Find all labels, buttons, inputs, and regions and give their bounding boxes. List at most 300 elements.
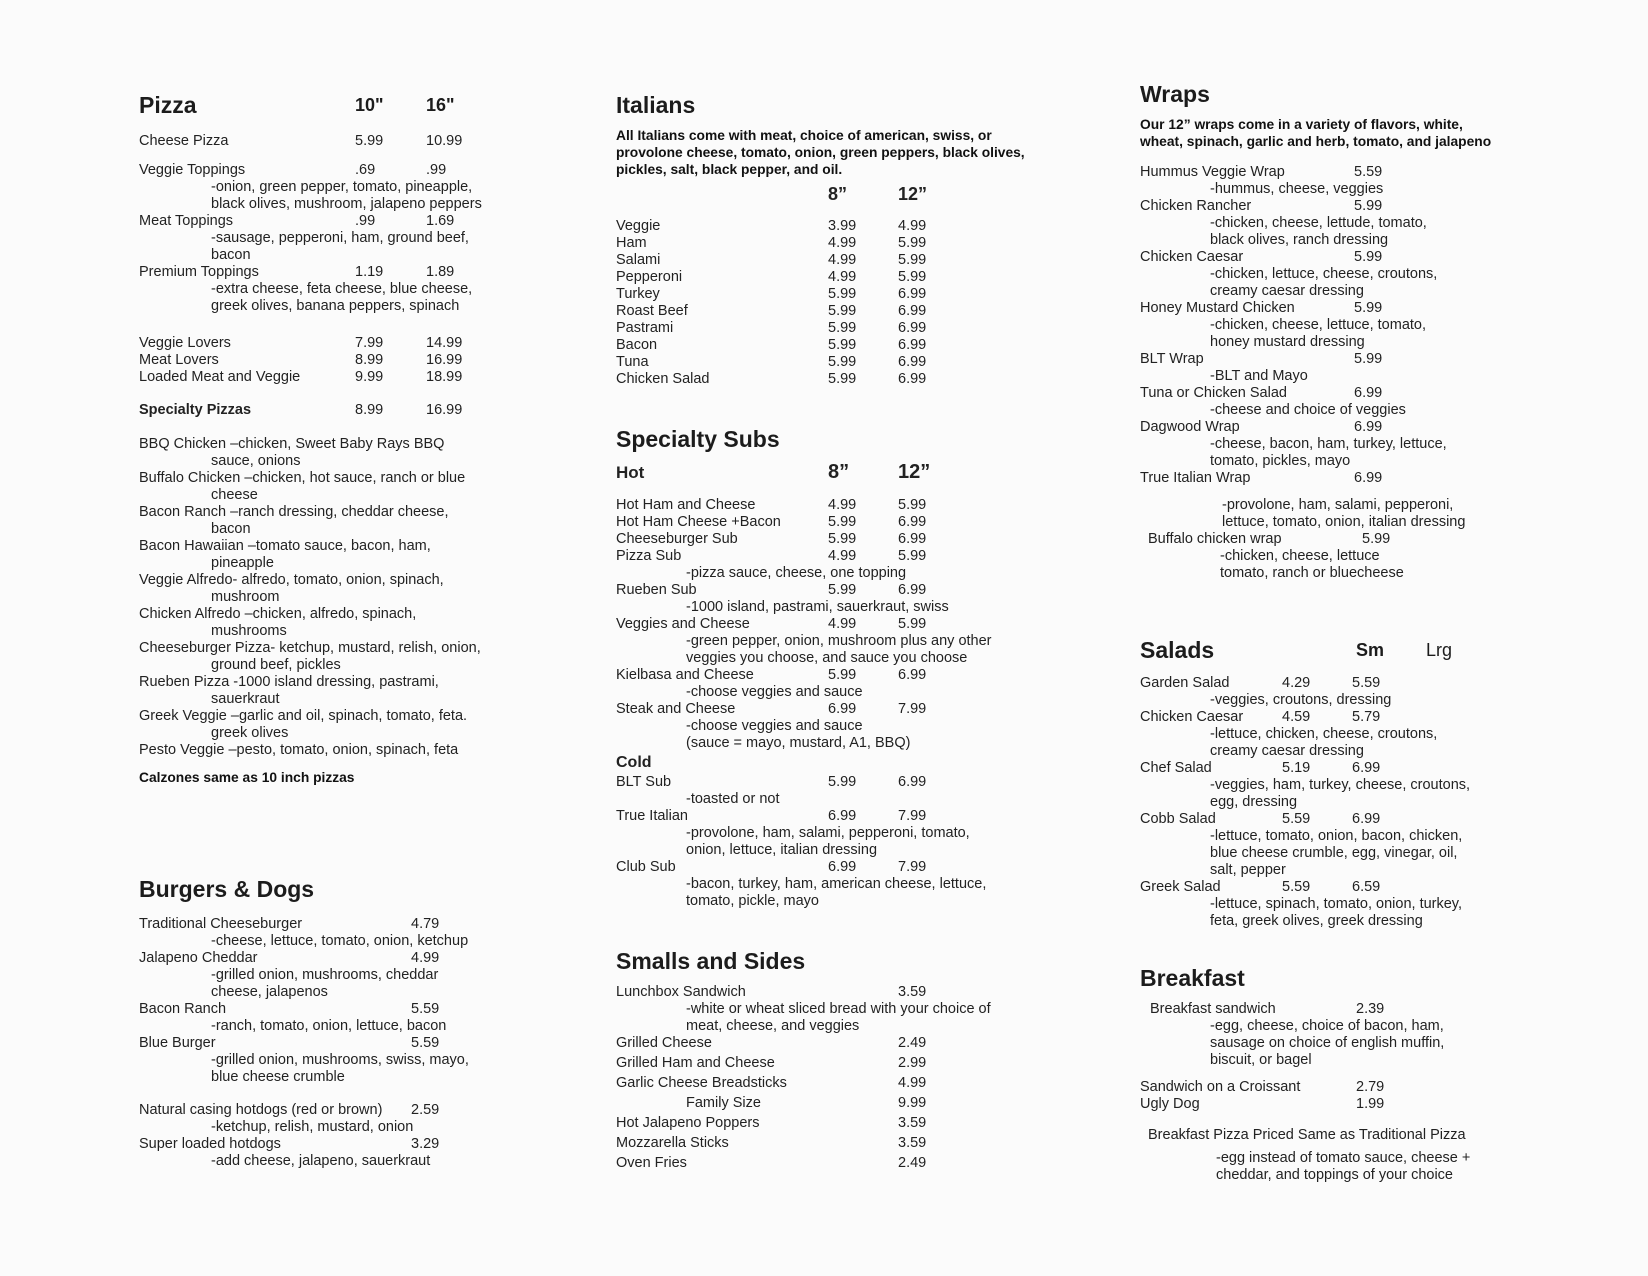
price-large: 10.99 xyxy=(426,133,463,149)
menu-item xyxy=(616,514,1036,531)
desc-line: -grilled onion, mushrooms, cheddar xyxy=(211,967,439,983)
price-small: 6.99 xyxy=(828,808,857,824)
item-name: Hummus Veggie Wrap xyxy=(1140,164,1285,180)
item-desc xyxy=(1140,317,1540,351)
price-small: 7.99 xyxy=(355,335,384,351)
menu-item xyxy=(1150,1001,1540,1018)
size-label: 16" xyxy=(426,95,455,115)
price-small: 5.99 xyxy=(828,354,857,370)
desc-line: -cheese, bacon, ham, turkey, lettuce, xyxy=(1210,436,1447,452)
price-small: 4.99 xyxy=(828,235,857,251)
specialty-pizza-line: bacon xyxy=(211,521,251,537)
section-title: Wraps xyxy=(1140,81,1210,107)
item-name: Specialty Pizzas xyxy=(139,402,252,418)
desc-line: black olives, mushroom, jalapeno peppers xyxy=(211,196,482,212)
desc-line: meat, cheese, and veggies xyxy=(686,1018,860,1034)
item-name: Chicken Caesar xyxy=(1140,249,1244,265)
price-large: 1.69 xyxy=(426,213,455,229)
desc-line: -lettuce, chicken, cheese, croutons, xyxy=(1210,726,1438,742)
item-price: 5.59 xyxy=(411,1001,440,1017)
subs-header xyxy=(616,426,1036,452)
price-small: 1.19 xyxy=(355,264,384,280)
item-name: Breakfast sandwich xyxy=(1150,1001,1276,1017)
item-desc xyxy=(139,933,539,950)
specialty-pizza-line: Rueben Pizza -1000 island dressing, pastrami, xyxy=(139,674,439,690)
italians-header xyxy=(616,92,1036,118)
item-price: 5.99 xyxy=(1354,249,1383,265)
size-label: 10" xyxy=(355,95,384,115)
price-large: 6.99 xyxy=(1352,811,1381,827)
menu-item xyxy=(1140,385,1540,402)
item-name: Veggie Toppings xyxy=(139,162,246,178)
menu-item xyxy=(616,371,1036,388)
price-small: 4.99 xyxy=(828,548,857,564)
item-price: 3.59 xyxy=(898,984,927,1000)
specialty-pizza-line: Pesto Veggie –pesto, tomato, onion, spinach, feta xyxy=(139,742,459,758)
desc-line: creamy caesar dressing xyxy=(1210,283,1364,299)
desc-line: feta, greek olives, greek dressing xyxy=(1210,913,1423,929)
menu-item xyxy=(1140,709,1540,726)
price-small: 9.99 xyxy=(355,369,384,385)
desc-line: -provolone, ham, salami, pepperoni, tomato, xyxy=(686,825,970,841)
specialty-pizza xyxy=(139,572,539,606)
item-desc xyxy=(139,281,539,315)
breakfast-section xyxy=(1140,965,1540,1184)
true-italian-desc xyxy=(1140,497,1540,531)
specialty-pizza-line: pineapple xyxy=(211,555,274,571)
desc-line: -choose veggies and sauce xyxy=(686,684,863,700)
breakfast-pizza-note: Breakfast Pizza Priced Same as Traditional Pizza xyxy=(1148,1127,1466,1143)
section-title: Pizza xyxy=(139,92,197,118)
price-small: 5.99 xyxy=(355,133,384,149)
size-label: 12” xyxy=(898,184,928,204)
item-name: Roast Beef xyxy=(616,303,688,319)
desc-line: -sausage, pepperoni, ham, ground beef, xyxy=(211,230,469,246)
breakfast-header xyxy=(1140,965,1540,991)
desc-line: veggies you choose, and sauce you choose xyxy=(686,650,968,666)
pizza-header xyxy=(139,92,539,118)
item-name: Garden Salad xyxy=(1140,675,1230,691)
desc-line: -grilled onion, mushrooms, swiss, mayo, xyxy=(211,1052,469,1068)
item-name: Dagwood Wrap xyxy=(1140,419,1240,435)
desc-line: -ketchup, relish, mustard, onion xyxy=(211,1119,414,1135)
price-large: 5.99 xyxy=(898,235,927,251)
item-name: Rueben Sub xyxy=(616,582,697,598)
italians-note: All Italians come with meat, choice of american, swiss, or provolone cheese, tomato, onion, green peppers, black olives, pickles, salt, black pepper, and oil. xyxy=(616,128,1025,177)
desc-line: blue cheese crumble xyxy=(211,1069,345,1085)
item-name: Tuna or Chicken Salad xyxy=(1140,385,1287,401)
item-desc xyxy=(139,1119,539,1136)
item-price: 4.99 xyxy=(411,950,440,966)
price-large: 6.99 xyxy=(898,582,927,598)
price-small: 4.99 xyxy=(828,269,857,285)
item-desc xyxy=(139,1153,539,1170)
item-name: Lunchbox Sandwich xyxy=(616,984,746,1000)
menu-item xyxy=(616,531,1036,548)
item-name: Bacon xyxy=(616,337,658,353)
hot-label: Hot xyxy=(616,463,645,482)
item-price: 3.29 xyxy=(411,1136,440,1152)
price-large: 1.89 xyxy=(426,264,455,280)
price-small: 4.99 xyxy=(828,252,857,268)
item-price: 2.49 xyxy=(898,1155,927,1171)
item-name: Hot Ham and Cheese xyxy=(616,497,756,513)
desc-line: -chicken, cheese, lettuce xyxy=(1220,548,1380,564)
item-desc xyxy=(1140,181,1540,198)
menu-item xyxy=(616,354,1036,371)
desc-line: bacon xyxy=(211,247,251,263)
desc-line: -hummus, cheese, veggies xyxy=(1210,181,1384,197)
smalls-header xyxy=(616,948,1036,974)
price-small: 5.99 xyxy=(828,303,857,319)
item-name: Hot Jalapeno Poppers xyxy=(616,1115,760,1131)
item-name: Kielbasa and Cheese xyxy=(616,667,754,683)
item-desc xyxy=(1140,828,1540,879)
menu-item xyxy=(616,235,1036,252)
price-large: 16.99 xyxy=(426,402,463,418)
size-label: Sm xyxy=(1356,640,1385,660)
desc-line: honey mustard dressing xyxy=(1210,334,1365,350)
item-desc xyxy=(1140,436,1540,470)
price-small: .99 xyxy=(355,213,376,229)
desc-line: (sauce = mayo, mustard, A1, BBQ) xyxy=(686,735,911,751)
desc-line: blue cheese crumble, egg, vinegar, oil, xyxy=(1210,845,1458,861)
wraps-header xyxy=(1140,81,1540,107)
price-large: 6.99 xyxy=(898,514,927,530)
desc-line: -lettuce, tomato, onion, bacon, chicken, xyxy=(1210,828,1463,844)
menu-item xyxy=(616,1035,1036,1055)
menu-item xyxy=(616,1075,1036,1095)
menu-item xyxy=(139,1136,539,1153)
item-name: Buffalo chicken wrap xyxy=(1148,531,1282,547)
item-desc xyxy=(139,1018,539,1035)
desc-line: cheese, jalapenos xyxy=(211,984,328,1000)
price-large: 6.99 xyxy=(898,337,927,353)
salads-header xyxy=(1140,637,1540,663)
price-large: 6.99 xyxy=(898,774,927,790)
desc-line: -pizza sauce, cheese, one topping xyxy=(686,565,907,581)
desc-line: tomato, pickle, mayo xyxy=(686,893,819,909)
menu-item xyxy=(616,269,1036,286)
item-name: Ugly Dog xyxy=(1140,1096,1200,1112)
desc-line: creamy caesar dressing xyxy=(1210,743,1364,759)
price-large: 5.99 xyxy=(898,497,927,513)
item-name: Honey Mustard Chicken xyxy=(1140,300,1295,316)
item-desc xyxy=(1140,402,1540,419)
menu-item xyxy=(139,1001,539,1018)
item-desc xyxy=(1140,896,1540,930)
menu-item xyxy=(1140,675,1540,692)
item-name: Chicken Caesar xyxy=(1140,709,1244,725)
item-name: Grilled Cheese xyxy=(616,1035,712,1051)
price-small: 5.19 xyxy=(1282,760,1311,776)
menu-item xyxy=(139,162,539,179)
price-small: .69 xyxy=(355,162,376,178)
price-large: 6.99 xyxy=(898,354,927,370)
item-name: Chicken Rancher xyxy=(1140,198,1252,214)
item-price: 9.99 xyxy=(898,1095,927,1111)
price-large: 6.99 xyxy=(1352,760,1381,776)
desc-line: -1000 island, pastrami, sauerkraut, swiss xyxy=(686,599,949,615)
menu-item xyxy=(1148,531,1540,548)
item-desc xyxy=(1150,1018,1540,1069)
price-small: 4.59 xyxy=(1282,709,1311,725)
specialty-pizza-line: Bacon Ranch –ranch dressing, cheddar cheese, xyxy=(139,504,449,520)
size-label: 8” xyxy=(828,184,848,204)
menu-item xyxy=(1140,1079,1540,1096)
specialty-pizza-line: Cheeseburger Pizza- ketchup, mustard, relish, onion, xyxy=(139,640,481,656)
burgers-section xyxy=(139,876,539,1170)
menu-item xyxy=(1140,760,1540,777)
specialty-pizza-line: Bacon Hawaiian –tomato sauce, bacon, ham, xyxy=(139,538,431,554)
desc-line: -cheese and choice of veggies xyxy=(1210,402,1406,418)
item-name: Chef Salad xyxy=(1140,760,1212,776)
menu-item xyxy=(616,1095,1036,1115)
price-large: 6.99 xyxy=(898,667,927,683)
item-price: 5.99 xyxy=(1354,300,1383,316)
menu-item xyxy=(139,369,539,386)
desc-line: sausage on choice of english muffin, xyxy=(1210,1035,1445,1051)
item-name: Turkey xyxy=(616,286,660,302)
menu-item xyxy=(139,950,539,967)
menu-item xyxy=(616,701,1036,718)
desc-line: -toasted or not xyxy=(686,791,780,807)
item-name: True Italian xyxy=(616,808,688,824)
item-desc xyxy=(616,684,1036,701)
price-large: 6.99 xyxy=(898,531,927,547)
menu-item xyxy=(1140,470,1540,487)
price-large: 6.99 xyxy=(898,371,927,387)
desc-line: -add cheese, jalapeno, sauerkraut xyxy=(211,1153,431,1169)
item-name: Chicken Salad xyxy=(616,371,710,387)
size-label: Lrg xyxy=(1426,640,1453,660)
menu-item xyxy=(1140,419,1540,436)
item-name: Super loaded hotdogs xyxy=(139,1136,281,1152)
item-name: Blue Burger xyxy=(139,1035,216,1051)
italians-size-row xyxy=(616,186,1036,210)
menu-item xyxy=(616,859,1036,876)
price-small: 5.99 xyxy=(828,582,857,598)
specialty-pizza-line: cheese xyxy=(211,487,258,503)
desc-line: -white or wheat sliced bread with your choice of xyxy=(686,1001,991,1017)
menu-item xyxy=(616,616,1036,633)
item-desc xyxy=(616,876,1036,910)
price-small: 8.99 xyxy=(355,402,384,418)
item-name: Meat Toppings xyxy=(139,213,234,229)
item-price: 1.99 xyxy=(1356,1096,1385,1112)
item-desc xyxy=(139,1052,539,1086)
price-large: 5.59 xyxy=(1352,675,1381,691)
price-small: 3.99 xyxy=(828,218,857,234)
price-large: 14.99 xyxy=(426,335,463,351)
menu-item xyxy=(616,548,1036,565)
menu-item xyxy=(616,286,1036,303)
salads-section xyxy=(1140,637,1540,930)
price-large: 4.99 xyxy=(898,218,927,234)
price-small: 5.99 xyxy=(828,337,857,353)
desc-line: -veggies, croutons, dressing xyxy=(1210,692,1392,708)
price-large: 5.99 xyxy=(898,269,927,285)
specialty-pizza-line: Chicken Alfredo –chicken, alfredo, spinach, xyxy=(139,606,417,622)
menu-item xyxy=(616,667,1036,684)
price-small: 6.99 xyxy=(828,859,857,875)
price-large: 7.99 xyxy=(898,859,927,875)
desc-line: cheddar, and toppings of your choice xyxy=(1216,1167,1453,1183)
item-name: Sandwich on a Croissant xyxy=(1140,1079,1301,1095)
desc-line: -veggies, ham, turkey, cheese, croutons, xyxy=(1210,777,1471,793)
item-price: 5.99 xyxy=(1354,198,1383,214)
specialty-pizza xyxy=(139,708,539,742)
item-price: 4.99 xyxy=(898,1075,927,1091)
item-price: 5.59 xyxy=(1354,164,1383,180)
item-name: Salami xyxy=(616,252,661,268)
menu-item xyxy=(616,252,1036,269)
price-small: 8.99 xyxy=(355,352,384,368)
item-name: Veggies and Cheese xyxy=(616,616,750,632)
menu-item xyxy=(616,582,1036,599)
price-small: 5.99 xyxy=(828,531,857,547)
item-name: Veggie xyxy=(616,218,661,234)
menu-item xyxy=(1140,249,1540,266)
item-desc xyxy=(1140,548,1540,582)
price-large: .99 xyxy=(426,162,447,178)
size-label: 12” xyxy=(898,461,931,483)
item-name: Pepperoni xyxy=(616,269,683,285)
price-small: 5.99 xyxy=(828,286,857,302)
item-desc xyxy=(139,967,539,1001)
item-price: 5.59 xyxy=(411,1035,440,1051)
menu-item xyxy=(139,1102,539,1119)
item-desc xyxy=(1140,726,1540,760)
desc-line: -egg instead of tomato sauce, cheese + xyxy=(1216,1150,1471,1166)
item-desc xyxy=(1140,692,1540,709)
menu-item xyxy=(1140,811,1540,828)
menu-item xyxy=(1140,1096,1540,1113)
price-small: 5.99 xyxy=(828,774,857,790)
menu-item xyxy=(616,1155,1036,1175)
price-large: 5.79 xyxy=(1352,709,1381,725)
desc-line: lettuce, tomato, onion, italian dressing xyxy=(1222,514,1466,530)
menu-item xyxy=(616,303,1036,320)
desc-line: salt, pepper xyxy=(1210,862,1286,878)
item-price: 6.99 xyxy=(1354,419,1383,435)
menu-item xyxy=(1140,164,1540,181)
section-title: Salads xyxy=(1140,637,1215,663)
desc-line: greek olives, banana peppers, spinach xyxy=(211,298,460,314)
desc-line: egg, dressing xyxy=(1210,794,1298,810)
pizza-section xyxy=(139,92,539,786)
item-desc xyxy=(616,825,1036,859)
item-name: Steak and Cheese xyxy=(616,701,736,717)
specialty-subs-section xyxy=(616,426,1036,910)
item-price: 2.39 xyxy=(1356,1001,1385,1017)
item-name: Cheeseburger Sub xyxy=(616,531,738,547)
item-price: 3.59 xyxy=(898,1115,927,1131)
price-large: 5.99 xyxy=(898,252,927,268)
item-price: 2.99 xyxy=(898,1055,927,1071)
item-desc xyxy=(139,230,539,264)
specialty-pizza-line: BBQ Chicken –chicken, Sweet Baby Rays BBQ xyxy=(139,436,445,452)
menu-item xyxy=(616,774,1036,791)
desc-line: -provolone, ham, salami, pepperoni, xyxy=(1222,497,1454,513)
desc-line: -lettuce, spinach, tomato, onion, turkey, xyxy=(1210,896,1463,912)
item-name: Family Size xyxy=(686,1095,761,1111)
menu-item xyxy=(616,1135,1036,1155)
desc-line: -cheese, lettuce, tomato, onion, ketchup xyxy=(211,933,469,949)
specialty-pizza-line: Buffalo Chicken –chicken, hot sauce, ranch or blue xyxy=(139,470,466,486)
menu-item xyxy=(1140,198,1540,215)
item-price: 5.99 xyxy=(1354,351,1383,367)
item-desc xyxy=(1140,215,1540,249)
wraps-section xyxy=(1140,81,1540,582)
section-title: Burgers & Dogs xyxy=(139,876,315,902)
specialty-pizza-line: sauerkraut xyxy=(211,691,280,707)
desc-line: -chicken, cheese, lettuce, tomato, xyxy=(1210,317,1426,333)
item-name: Greek Salad xyxy=(1140,879,1221,895)
item-desc xyxy=(616,599,1036,616)
item-name: Cheese Pizza xyxy=(139,133,229,149)
size-label: 8” xyxy=(828,461,850,483)
price-large: 6.99 xyxy=(898,320,927,336)
item-name: Mozzarella Sticks xyxy=(616,1135,729,1151)
item-price: 6.99 xyxy=(1354,385,1383,401)
price-small: 4.99 xyxy=(828,497,857,513)
price-small: 5.99 xyxy=(828,514,857,530)
specialty-pizza-line: ground beef, pickles xyxy=(211,657,341,673)
item-name: Loaded Meat and Veggie xyxy=(139,369,301,385)
section-title: Italians xyxy=(616,92,696,118)
menu-item xyxy=(616,320,1036,337)
price-small: 5.59 xyxy=(1282,879,1311,895)
desc-line: -egg, cheese, choice of bacon, ham, xyxy=(1210,1018,1444,1034)
specialty-pizza xyxy=(139,674,539,708)
item-name: Natural casing hotdogs (red or brown) xyxy=(139,1102,383,1118)
item-name: Hot Ham Cheese +Bacon xyxy=(616,514,781,530)
item-name: Jalapeno Cheddar xyxy=(139,950,258,966)
item-name: Meat Lovers xyxy=(139,352,219,368)
desc-line: -BLT and Mayo xyxy=(1210,368,1308,384)
section-title: Smalls and Sides xyxy=(616,948,806,974)
specialty-pizza xyxy=(139,606,539,640)
price-small: 4.29 xyxy=(1282,675,1311,691)
price-large: 18.99 xyxy=(426,369,463,385)
item-price: 2.79 xyxy=(1356,1079,1385,1095)
desc-line: -chicken, lettuce, cheese, croutons, xyxy=(1210,266,1438,282)
price-large: 7.99 xyxy=(898,701,927,717)
menu-item xyxy=(616,337,1036,354)
menu-item xyxy=(139,335,539,352)
specialty-pizza xyxy=(139,640,539,674)
desc-line: biscuit, or bagel xyxy=(1210,1052,1312,1068)
breakfast-pizza-desc xyxy=(1140,1150,1540,1184)
price-small: 4.99 xyxy=(828,616,857,632)
desc-line: onion, lettuce, italian dressing xyxy=(686,842,878,858)
menu-item xyxy=(616,808,1036,825)
menu-item xyxy=(616,1115,1036,1135)
desc-line: tomato, pickles, mayo xyxy=(1210,453,1351,469)
item-name: Oven Fries xyxy=(616,1155,687,1171)
specialty-pizza xyxy=(139,538,539,572)
item-name: Pastrami xyxy=(616,320,674,336)
item-desc xyxy=(616,1001,1036,1035)
price-large: 6.99 xyxy=(898,303,927,319)
menu-item xyxy=(616,497,1036,514)
price-large: 16.99 xyxy=(426,352,463,368)
item-name: Tuna xyxy=(616,354,649,370)
item-name: Bacon Ranch xyxy=(139,1001,227,1017)
menu-item xyxy=(1140,879,1540,896)
item-price: 4.79 xyxy=(411,916,440,932)
